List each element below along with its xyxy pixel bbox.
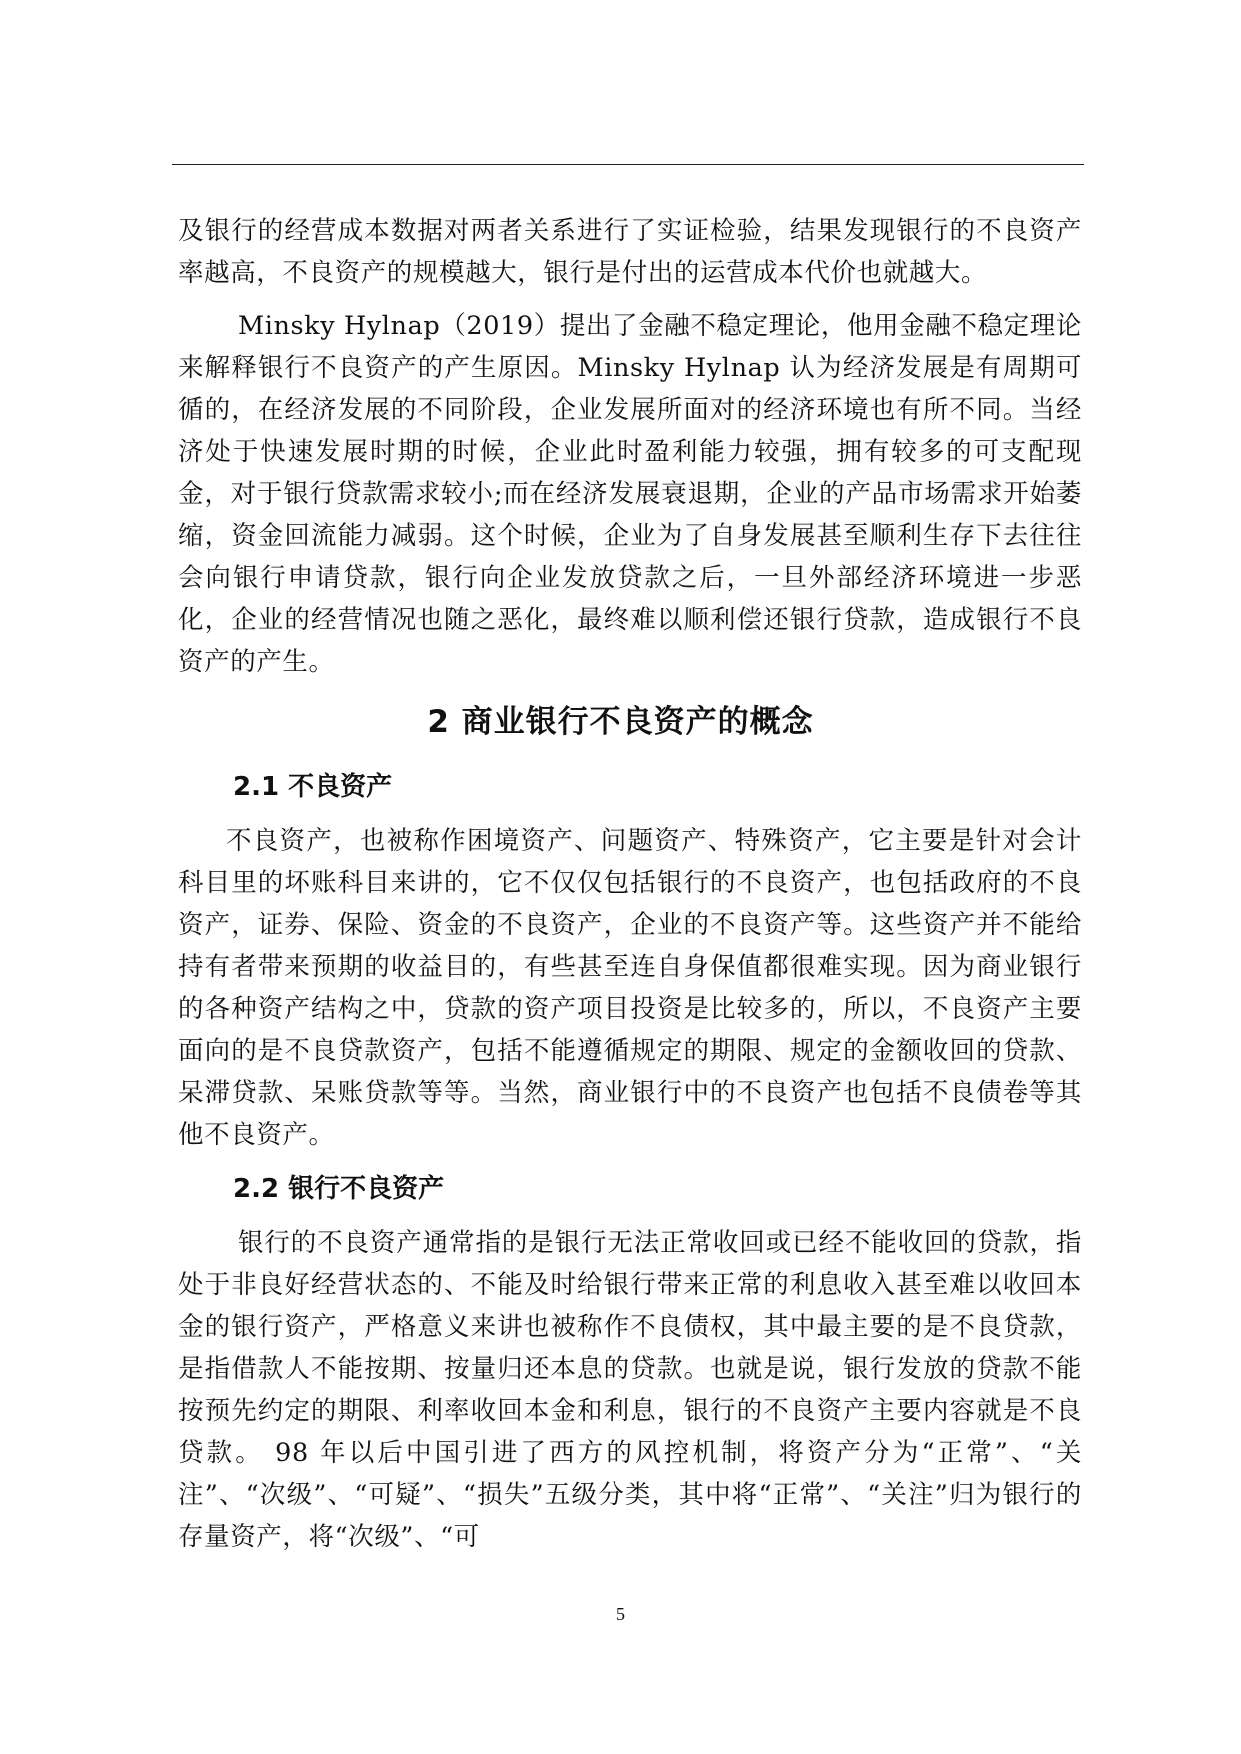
header-rule [172, 164, 1084, 165]
chapter-heading: 2 商业银行不良资产的概念 [427, 704, 814, 740]
paragraph-minsky: Minsky Hylnap（2019）提出了金融不稳定理论，他用金融不稳定理论来解释银行不良资产的产生原因。Minsky Hylnap 认为经济发展是有周期可循的，在经济发展的不同阶段，企业发展所面对的经济环境也有所不同。当经济处于快速发展时期的时候，企业此时盈利能力较强，拥有较多的可支配现金，对于银行贷款需求较小;而在经济发展衰退期，企业的产品市场需求开始萎缩，资金回流能力减弱。这个时候，企业为了自身发展甚至顺利生存下去往往会向银行申请贷款，银行向企业发放贷款之后，一旦外部经济环境进一步恶化，企业的经营情况也随之恶化，最终难以顺利偿还银行贷款，造成银行不良资产的产生。 [178, 311, 1082, 677]
paragraph-continued: 及银行的经营成本数据对两者关系进行了实证检验，结果发现银行的不良资产率越高，不良资产的规模越大，银行是付出的运营成本代价也就越大。 [178, 216, 1082, 288]
paragraph-section-2-1: 不良资产，也被称作困境资产、问题资产、特殊资产，它主要是针对会计科目里的坏账科目来讲的，它不仅仅包括银行的不良资产，也包括政府的不良资产，证券、保险、资金的不良资产，企业的不良资产等。这些资产并不能给持有者带来预期的收益目的，有些甚至连自身保值都很难实现。因为商业银行的各种资产结构之中，贷款的资产项目投资是比较多的，所以，不良资产主要面向的是不良贷款资产，包括不能遵循规定的期限、规定的金额收回的贷款、呆滞贷款、呆账贷款等等。当然，商业银行中的不良资产也包括不良债卷等其他不良资产。 [178, 826, 1082, 1150]
paragraph-section-2-2: 银行的不良资产通常指的是银行无法正常收回或已经不能收回的贷款，指处于非良好经营状态的、不能及时给银行带来正常的利息收入甚至难以收回本金的银行资产，严格意义来讲也被称作不良债权，其中最主要的是不良贷款，是指借款人不能按期、按量归还本息的贷款。也就是说，银行发放的贷款不能按预先约定的期限、利率收回本金和利息，银行的不良资产主要内容就是不良贷款。 98 年以后中国引进了西方的风控机制，将资产分为“正常”、“关注”、“次级”、“可疑”、“损失”五级分类，其中将“正常”、“关注”归为银行的存量资产，将“次级”、“可 [178, 1228, 1082, 1552]
section-heading-2-2: 2.2 银行不良资产 [233, 1174, 445, 1204]
page-number: 5 [616, 1604, 625, 1624]
section-heading-2-1: 2.1 不良资产 [233, 772, 393, 802]
